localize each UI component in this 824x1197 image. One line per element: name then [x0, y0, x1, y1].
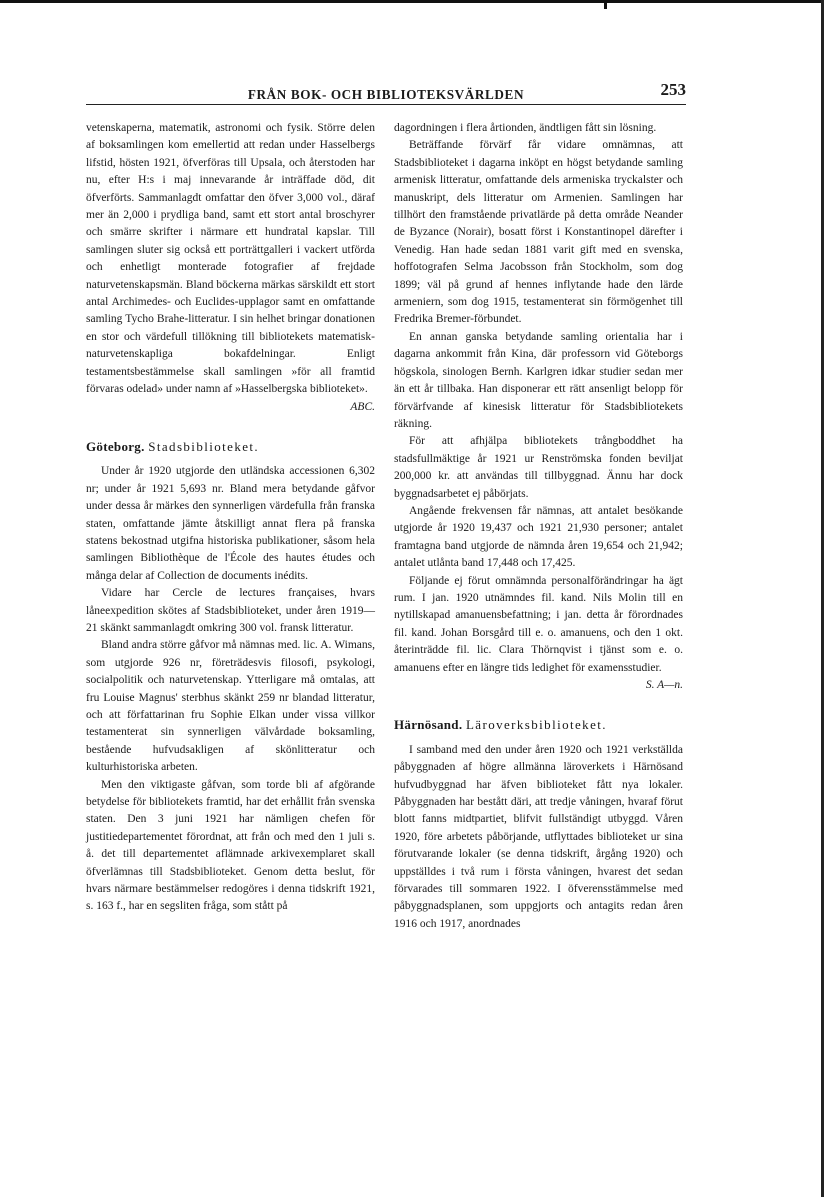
signature: S. A—n.	[645, 679, 683, 691]
paragraph: Under år 1920 utgjorde den utländska accessionen 6,302 nr; under år 1921 5,693 nr. Bland mera betydande gåfvor under dessa år märkes den synnerligen värdefulla från franska staten, omfattande jämte åtskilligt annat flera på franska statens bekostnad utgifna historiska publikationer, såsom hela samlingen Bibliothèque de l'École des hautes études och många delar af Collection de documents inédits.	[86, 465, 375, 582]
paragraph: Beträffande förvärf får vidare omnämnas, att Stadsbiblioteket i dagarna inköpt en högst betydande samling armenisk litteratur, omfattande dels armeniska tryckalster och manuskript, dels litteratur om Armenien. Samlingen har tillhört den framstående privatlärde på detta område Neander de Byzance (Norair), bosatt först i Konstantinopel därefter i Venedig. Han hade sedan 1881 varit gift med en svenska, hoffotografen Selma Jacobsson från Stockholm, som dog 1899; väl på grund af hennes inflytande hade den lärde armeniern, som dog 1915, testamenterat sin förmögenhet till Fredrika Bremer-förbundet.	[394, 139, 683, 326]
journal-page	[86, 78, 686, 930]
right-column	[394, 120, 683, 933]
section-heading-harnosand	[394, 716, 683, 733]
paragraph: I samband med den under åren 1920 och 1921 verkställda påbyggnaden af högre allmänna läroverkets i Härnösand hufvudbyggnad har äfven biblioteket fått nya lokaler. Påbyggnaden har bestått däri, att tredje våningen, hvaraf förut blott fanns midtpartiet, blifvit fullständigt utbyggd. Våren 1920, före arbetets påbörjande, utflyttades biblioteket ur sina förutvarande lokaler (se denna tidskrift, årgång 1920) och uppställdes i två rum i första våningen, hvarest det sedan förvarades till sommaren 1922. I öfverensstämmelse med påbyggnadsplanen, som uppgjorts och antagits redan åren 1916 och 1917, anordnades	[394, 743, 683, 930]
signature: ABC.	[350, 400, 375, 413]
scan-mark	[604, 3, 607, 9]
paragraph: vetenskaperna, matematik, astronomi och fysik. Större delen af boksamlingen kom emellertid att redan under Hasselbergs lifstid, hösten 1921, öfverföras till Upsala, och återstoden har nu, efter H:s i maj innevarande år inträffade död, dit öfverförts. Sammanlagdt omfattar den öfver 3,000 vol., däraf mer än 2,000 i prydliga band, samt ett stort antal broschyrer och smärre skrifter i närmare ett hundratal kapslar. Till samlingen sluter sig också ett porträttgalleri i vackert utförda och enhetligt monterade fotografier af frejdade naturvetenskapsmän. Bland böckerna märkas särskildt ett stort antal Archimedes- och Euclides-upplagor samt en omfattande samling Tycho Brahe-litteratur. I sin helhet bringar donationen en stor och värdefull tillökning till bibliotekets matematisk-naturvetenskapliga bokafdelningar. Enligt testamentsbestämmelse skall samlingen »för all framtid förvaras odelad» under namn af »Hasselbergska biblioteket».	[86, 122, 375, 396]
section-heading-goteborg	[86, 438, 375, 455]
paragraph: Bland andra större gåfvor må nämnas med. lic. A. Wimans, som utgjorde 926 nr, företrädesvis filosofi, psykologi, socialpolitik och naturvetenskap. Ytterligare må omtalas, att fru Louise Magnus' sterbhus skänkt 259 nr blandad litteratur, och att författarinan fru Sophie Elkan under vissa villkor testamenterat sin synnerligen välvårdade boksamling, bestående hufvudsakligen af skönlitteratur och kulturhistoriska arbeten.	[86, 639, 375, 774]
section-city: Härnösand.	[394, 717, 463, 733]
paragraph: Vidare har Cercle de lectures françaises, hvars låneexpedition skötes af Stadsbiblioteket, under åren 1919—21 skänkt sammanlagdt omkring 300 vol. fransk litteratur.	[86, 587, 375, 634]
paragraph: Angående frekvensen får nämnas, att antalet besökande utgjorde år 1920 19,437 och 1921 21,930 personer; antalet framtagna band utgjorde de nämnda åren 19,654 och 21,942; antalet utlånta band 17,448 och 17,425.	[394, 504, 683, 570]
paragraph: Följande ej förut omnämnda personalförändringar ha ägt rum. I jan. 1920 utnämndes fil. kand. Nils Molin till en nytillskapad amanuensbefattning; i jan. detta år förordnades fil. kand. Johan Borsgård till e. o. amanuens, och den 1 okt. återinträdde fil. lic. Clara Thörnqvist i tjänst som e. o. amanuens efter en längre tids ledighet för examensstudier.	[394, 574, 683, 674]
running-title: FRÅN BOK- OCH BIBLIOTEKSVÄRLDEN	[247, 87, 525, 102]
section-library: Läroverksbiblioteket.	[465, 717, 607, 733]
scan-border-top	[0, 0, 824, 3]
page-number: 253	[660, 80, 686, 99]
paragraph: För att afhjälpa bibliotekets trångboddhet ha stadsfullmäktige år 1921 ur Renströmska fonden beviljat 200,000 kr. att användas till tillbyggnad. Ännu har dock byggnadsarbetet ej påbörjats.	[394, 435, 683, 500]
paragraph: Men den viktigaste gåfvan, som torde bli af afgörande betydelse för bibliotekets framtid, har det erhållit från svenska staten. Den 3 juni 1921 har nämligen chefen för justitiedepartementet förordnat, att från och med den 1 juli s. å. det till departementet aflämnade arkivexemplaret skall öfverlämnas till Stadsbiblioteket. Genom detta beslut, för hvars närmare bestämmelser redogöres i denna tidskrift 1921, s. 163 f., har en segsliten fråga, som stått på	[86, 778, 375, 913]
section-library: Stadsbiblioteket.	[148, 438, 260, 454]
left-column	[86, 120, 375, 916]
paragraph: dagordningen i flera årtionden, ändtligen fått sin lösning.	[394, 122, 657, 134]
running-header	[86, 78, 686, 105]
paragraph: En annan ganska betydande samling orientalia har i dagarna ankommit från Kina, där professorn vid Göteborgs högskola, sinologen Bernh. Karlgren idkar studier sedan mer än ett år tillbaka. Han disponerar ett rätt ansenligt belopp för förvärfvande af kinesisk litteratur för Stadsbibliotekets räkning.	[394, 330, 683, 430]
section-city: Göteborg.	[86, 438, 145, 454]
